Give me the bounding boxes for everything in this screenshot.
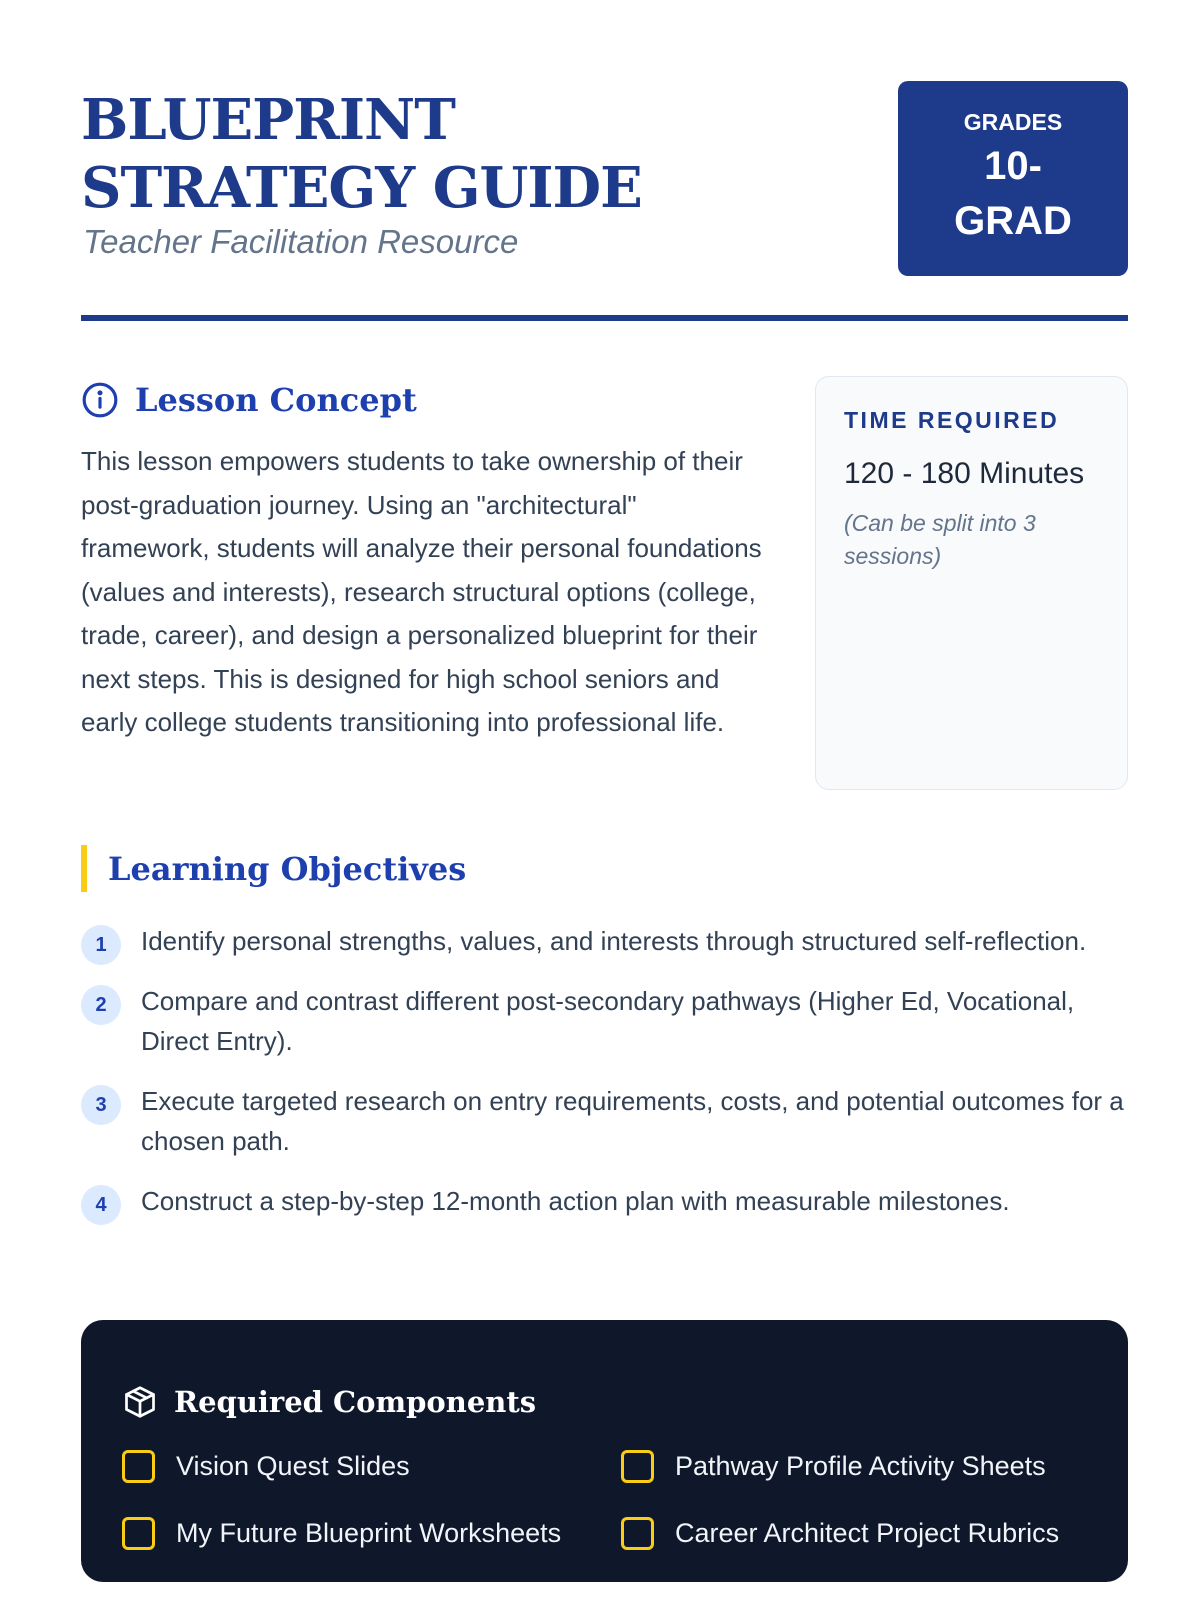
lesson-concept-title: Lesson Concept [135, 381, 417, 419]
time-required-note: (Can be split into 3 sessions) [844, 510, 1036, 569]
time-required-value: 120 - 180 Minutes [844, 457, 1085, 490]
page-subtitle: Teacher Facilitation Resource [83, 223, 519, 260]
component-label: Vision Quest Slides [176, 1451, 410, 1481]
required-components-heading [122, 1382, 536, 1422]
component-label: Pathway Profile Activity Sheets [675, 1451, 1046, 1481]
component-label: My Future Blueprint Worksheets [176, 1518, 562, 1548]
time-required-label: TIME REQUIRED [844, 407, 1060, 433]
component-label: Career Architect Project Rubrics [675, 1518, 1060, 1548]
objective-text: Identify personal strengths, values, and interests through structured self-reflection. [141, 926, 1087, 956]
component-item[interactable] [621, 1450, 1046, 1483]
info-circle-icon [81, 381, 119, 419]
list-item [81, 981, 1128, 1061]
list-item [81, 1181, 1128, 1221]
header [81, 80, 1128, 280]
objective-number: 2 [81, 985, 121, 1025]
checkbox[interactable] [122, 1450, 155, 1483]
objective-text: Construct a step-by-step 12-month action plan with measurable milestones. [141, 1186, 1010, 1216]
lesson-concept-heading [81, 378, 417, 422]
list-item [81, 921, 1128, 961]
objective-number: 4 [81, 1185, 121, 1225]
lesson-concept-text: This lesson empowers students to take ownership of their post-graduation journey. Using an "architectural" framework, students will analyze their personal foundations (values and interests), research structural options (college, trade, career), and design a personalized blueprint for their next steps. This is designed for high school seniors and early college students transitioning into professional life. [81, 446, 762, 737]
list-item [81, 1081, 1128, 1161]
grade-value: 10- GRAD [954, 144, 1072, 243]
component-item[interactable] [621, 1517, 1059, 1550]
required-components-panel [81, 1320, 1128, 1582]
header-divider [81, 315, 1128, 321]
objective-number: 1 [81, 925, 121, 965]
checkbox[interactable] [122, 1517, 155, 1550]
objective-text: Compare and contrast different post-secondary pathways (Higher Ed, Vocational, Direct Entry). [141, 986, 1075, 1056]
component-item[interactable] [122, 1450, 410, 1483]
checkbox[interactable] [621, 1517, 654, 1550]
grade-badge [898, 81, 1128, 276]
package-box-icon [122, 1384, 158, 1420]
checkbox[interactable] [621, 1450, 654, 1483]
grade-label: GRADES [963, 109, 1063, 135]
component-item[interactable] [122, 1517, 561, 1550]
accent-bar [81, 845, 87, 892]
required-components-title: Required Components [174, 1385, 537, 1419]
time-required-card [815, 376, 1128, 790]
learning-objectives-heading [81, 845, 466, 892]
page-title: BLUEPRINT STRATEGY GUIDE [81, 87, 642, 221]
objective-number: 3 [81, 1085, 121, 1125]
objective-text: Execute targeted research on entry requirements, costs, and potential outcomes for a chosen path. [141, 1086, 1124, 1156]
learning-objectives-title: Learning Objectives [108, 849, 467, 888]
objectives-list [81, 921, 1128, 1241]
